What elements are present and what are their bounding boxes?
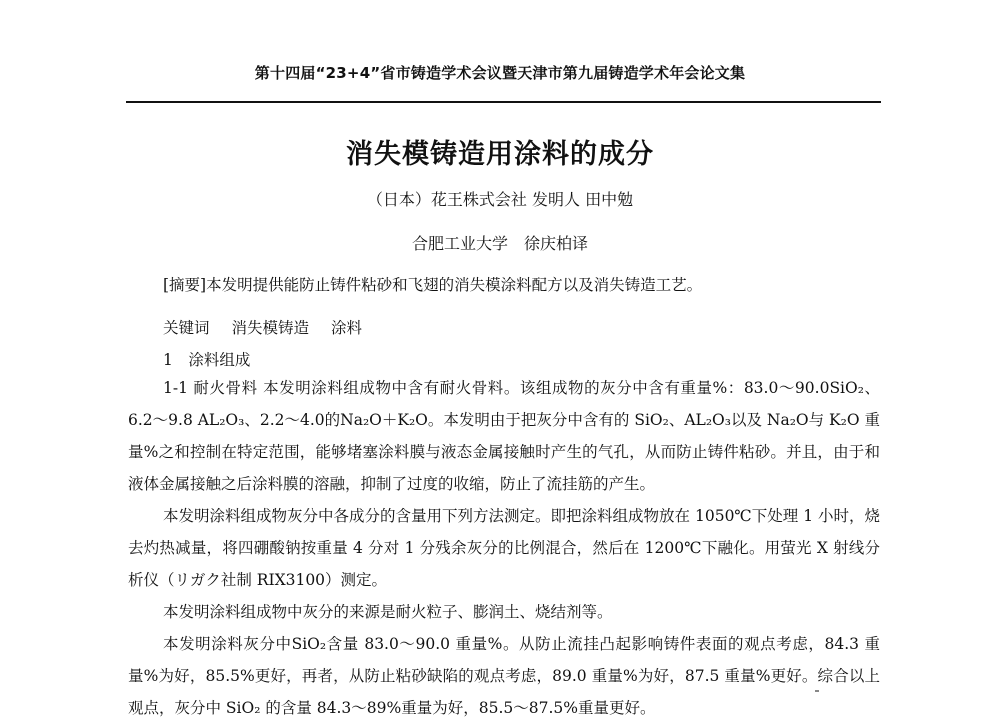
body-paragraph: 1-1 耐火骨料 本发明涂料组成物中含有耐火骨料。该组成物的灰分中含有重量%：83.0～90.0SiO₂、6.2～9.8 AL₂O₃、2.2～4.0的Na₂O＋K₂O。本发明由于把灰分中含有的 SiO₂、AL₂O₃以及 Na₂O与 K₂O 重量%之和控制在特定范围，能够堵塞涂料膜与液态金属接触时产生的气孔，从而防止铸件粘砂。并且，由于和液体金属接触之后涂料膜的溶融，抑制了过度的收缩，防止了流挂筋的产生。 [128, 379, 880, 493]
translator-line: 合肥工业大学 徐庆柏译 [411, 234, 588, 253]
body-paragraph: 本发明涂料灰分中SiO₂含量 83.0～90.0 重量%。从防止流挂凸起影响铸件表面的观点考虑，84.3 重量%为好，85.5%更好，再者，从防止粘砂缺陷的观点考虑，89.0 重量%为好，87.5 重量%更好。综合以上观点，灰分中 SiO₂ 的含量 84.3～89%重量为好，85.5～87.5%重量更好。 [128, 635, 880, 717]
body-paragraph: 本发明涂料组成物中灰分的来源是耐火粒子、膨润土、烧结剂等。 [163, 603, 613, 621]
body-paragraph: 本发明涂料组成物灰分中各成分的含量用下列方法测定。即把涂料组成物放在 1050℃下处理 1 小时，烧去灼热减量，将四硼酸钠按重量 4 分对 1 分残余灰分的比例混合，然后在 1200℃下融化。用萤光 X 射线分析仪（リガク社制 RIX3100）测定。 [128, 507, 880, 589]
keyword-item: 涂料 [331, 319, 363, 337]
section-heading: 1 涂料组成 [163, 351, 251, 369]
paper-title: 消失模铸造用涂料的成分 [346, 139, 654, 170]
scan-artifact [815, 690, 819, 692]
header-rule [126, 101, 881, 103]
abstract: [摘要]本发明提供能防止铸件粘砂和飞翅的消失模涂料配方以及消失铸造工艺。 [163, 276, 703, 294]
authors-line: （日本）花王株式会社 发明人 田中勉 [366, 190, 634, 209]
keyword-item: 消失模铸造 [231, 319, 310, 337]
running-header: 第十四届“23+4”省市铸造学术会议暨天津市第九届铸造学术年会论文集 [254, 64, 746, 82]
keywords-line [163, 318, 362, 338]
keywords-label: 关键词 [163, 319, 210, 337]
